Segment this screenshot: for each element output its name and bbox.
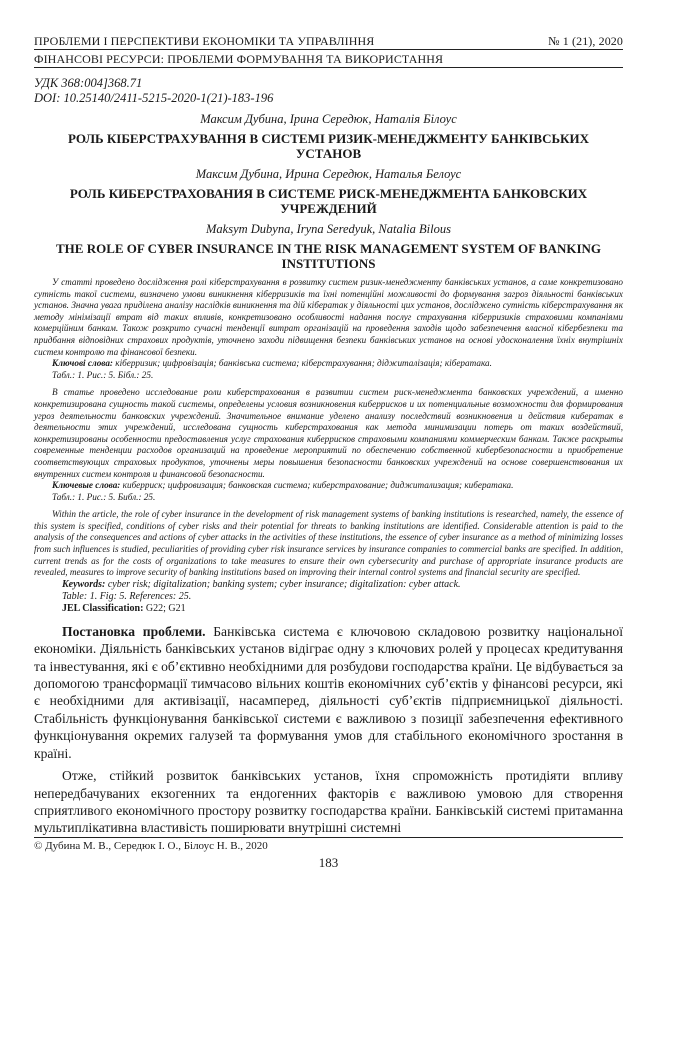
running-head [34, 34, 623, 50]
counts-ru: Табл.: 1. Рис.: 5. Библ.: 25. [52, 491, 156, 502]
authors-en: Maksym Dubyna, Iryna Seredyuk, Natalia Bilous [206, 222, 451, 236]
keywords-ru-label: Ключевые слова: [52, 480, 121, 491]
journal-name: ПРОБЛЕМИ І ПЕРСПЕКТИВИ ЕКОНОМІКИ ТА УПРАВЛІННЯ [34, 34, 375, 48]
section-heading: ФІНАНСОВІ РЕСУРСИ: ПРОБЛЕМИ ФОРМУВАННЯ ТА ВИКОРИСТАННЯ [34, 52, 623, 68]
copyright-footnote: © Дубина М. В., Середюк І. О., Білоус Н. В., 2020 [34, 837, 623, 853]
body-paragraph-1 [34, 623, 623, 762]
issue-number: № 1 (21), 2020 [548, 34, 623, 48]
udc-code: УДК 368:004]368.71 [34, 76, 143, 90]
keywords-ru-list: киберриск; цифровизация; банковская система; киберстрахование; диджитализация; кибератака. [120, 480, 514, 491]
jel-classification [62, 603, 623, 615]
page-number: 183 [318, 854, 339, 870]
abstract-ua: У статті проведено дослідження ролі кіберстрахування в розвитку систем ризик-менеджменту банківських установ, а саме конкретизовано сутність такої системи, визначено умови виникнення кіберризиків та їхні потенційні можливості до формування загроз діяльності банківських установ. Значна увага приділена аналізу наслідків виникнення та дій кібератак у діяльності цих установ, досліджено сутність кіберстрахування як методу мінімізації втрат від таких впливів, конкретизовано особливості надання послуг страхування кіберризиків страховими компаніями комерційним банкам. Також розкрито сучасні тенденції витрат організацій на проведення заходів щодо забезпечення власної кібербезпеки та придбання відповідних страхових продуктів, уточнено заходи підвищення безпеки банківських установ на основі удосконалення їхніх внутрішніх систем контролю та фінансової безпеки. [34, 277, 623, 357]
abstract-ru: В статье проведено исследование роли киберстрахования в развитии систем риск-менеджмента банковских учреждений, а именно конкретизирована сущность такой системы, определены условия возникновения киберрисков и их потенциальные возможности для формирования угроз деятельности банковских учреждений. Значительное внимание уделено анализу последствий возникновения и действия кибератак в деятельности этих учреждений, исследована сущность киберстрахования как метода минимизации потерь от таких воздействий, конкретизированы особенности предоставления услуг страхования киберрисков страховыми компаниями коммерческим банкам. Также раскрыты современные тенденции расходов организаций на проведение мероприятий по обеспечению собственной кибербезопасности и приобретение соответствующих страховых продуктов, уточнены меры повышения безопасности банковских учреждений на основе совершенствования их внутренних систем контроля и финансовой безопасности. [34, 387, 623, 479]
authors-ru: Максим Дубина, Ирина Середюк, Наталья Белоус [195, 167, 462, 181]
abstract-en: Within the article, the role of cyber insurance in the development of risk management systems of banking institutions is researched, namely, the essence of this system is specified, conditions of cyber risks and their potential for threats to banking institutions are identified. Considerable attention is paid to the analysis of the consequences and actions of cyber attacks in the activities of these institutions, the essence of cyber insurance as a method of minimizing losses from such influences is studied, peculiarities of providing cyber risk insurance services by insurance companies to commercial banks are specified. In addition, current trends as for the costs of organizations to take measures to ensure their own cybersecurity and purchase of appropriate insurance products are revealed, measures to improve security of banking institutions based on improving their internal control systems and financial security are specified. [34, 509, 623, 578]
keywords-en-label: Keywords: [62, 578, 106, 590]
body-paragraph-1-text: Банківська система є ключовою складовою розвитку національної економіки. Діяльність банківських установ відіграє одну з ключових ролей у процесах кредитування та інвестування, які є об’єктивно необхідними для розбудови господарства країни. Це відбувається за допомогою трансформації тимчасово вільних коштів економічних суб’єктів у фінансові ресурси, які є необхідними для активізації, насамперед, діяльності суб’єктів підприємницької діяльності. Стабільність функціонування банківської системи є важливою з позиції забезпечення ефективного функціонування окремих галузей та формування умов для стабільного економічного зростання в країні. [34, 623, 623, 761]
keywords-ua-label: Ключові слова: [52, 358, 113, 369]
authors-ua: Максим Дубина, Ірина Середюк, Наталія Білоус [200, 112, 457, 126]
title-ru: РОЛЬ КИБЕРСТРАХОВАНИЯ В СИСТЕМЕ РИСК-МЕНЕДЖМЕНТА БАНКОВСКИХ УЧРЕЖДЕНИЙ [69, 186, 588, 216]
keywords-ua-list: кіберризик; цифровізація; банківська система; кіберстрахування; діджиталізація; кібератака. [112, 358, 492, 369]
counts-en: Table: 1. Fig: 5. References: 25. [62, 590, 192, 602]
title-ua: РОЛЬ КІБЕРСТРАХУВАННЯ В СИСТЕМІ РИЗИК-МЕНЕДЖМЕНТУ БАНКІВСЬКИХ УСТАНОВ [67, 131, 589, 161]
title-en: THE ROLE OF CYBER INSURANCE IN THE RISK MANAGEMENT SYSTEM OF BANKING INSTITUTIONS [56, 241, 601, 271]
keywords-en-list: cyber risk; digitalization; banking system; cyber insurance; digitalization: cyber attack. [105, 578, 461, 590]
doi-code: DOI: 10.25140/2411-5215-2020-1(21)-183-196 [34, 91, 274, 105]
jel-label: JEL Classification: [62, 602, 144, 614]
keywords-ru [52, 480, 623, 492]
keywords-en [62, 579, 623, 591]
counts-ua: Табл.: 1. Рис.: 5. Бібл.: 25. [52, 369, 154, 380]
jel-codes: G22; G21 [143, 602, 186, 614]
body-paragraph-2: Отже, стійкий розвиток банківських установ, їхня спроможність протидіяти впливу непередбачуваних екзогенних та ендогенних факторів є важливою умовою для створення сприятливого економічного простору розвитку господарства країни. Банківській системі притаманна мультиплікативна властивість поширювати внутрішні системні [34, 768, 623, 836]
section-lead: Постановка проблеми. [62, 623, 206, 639]
keywords-ua [52, 358, 623, 370]
